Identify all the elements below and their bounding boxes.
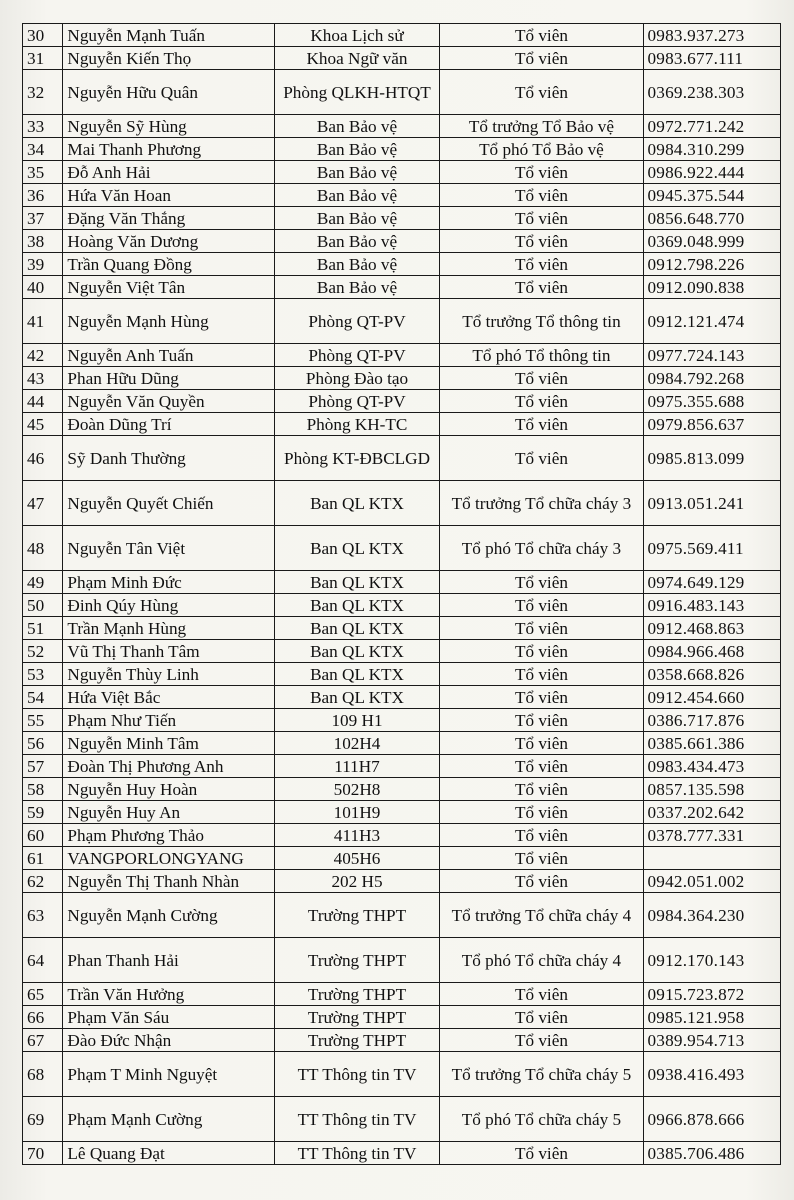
member-unit: Phòng QT-PV: [274, 299, 440, 344]
member-unit: TT Thông tin TV: [274, 1052, 440, 1097]
member-unit: Ban QL KTX: [274, 663, 440, 686]
table-row: [23, 299, 781, 344]
member-name: Đoàn Dũng Trí: [63, 413, 274, 436]
member-phone: 0916.483.143: [643, 594, 780, 617]
row-number: 66: [23, 1006, 63, 1029]
member-name: Phan Hữu Dũng: [63, 367, 274, 390]
member-name: Nguyễn Sỹ Hùng: [63, 115, 274, 138]
member-unit: 405H6: [274, 847, 440, 870]
table-row: [23, 778, 781, 801]
member-unit: Ban Bảo vệ: [274, 230, 440, 253]
table-row: [23, 115, 781, 138]
row-number: 53: [23, 663, 63, 686]
member-unit: Trường THPT: [274, 1029, 440, 1052]
member-unit: Ban QL KTX: [274, 526, 440, 571]
row-number: 68: [23, 1052, 63, 1097]
staff-roster-table: [22, 23, 781, 1165]
table-row: [23, 47, 781, 70]
member-role: Tổ viên: [440, 847, 643, 870]
member-unit: TT Thông tin TV: [274, 1142, 440, 1165]
member-phone: 0975.355.688: [643, 390, 780, 413]
row-number: 40: [23, 276, 63, 299]
member-unit: Ban QL KTX: [274, 571, 440, 594]
row-number: 67: [23, 1029, 63, 1052]
member-name: Nguyễn Tân Việt: [63, 526, 274, 571]
member-phone: 0938.416.493: [643, 1052, 780, 1097]
table-row: [23, 138, 781, 161]
member-phone: 0974.649.129: [643, 571, 780, 594]
member-name: Đặng Văn Thắng: [63, 207, 274, 230]
member-phone: 0912.468.863: [643, 617, 780, 640]
member-phone: 0986.922.444: [643, 161, 780, 184]
member-phone: 0337.202.642: [643, 801, 780, 824]
member-unit: Ban Bảo vệ: [274, 184, 440, 207]
member-name: Nguyễn Thị Thanh Nhàn: [63, 870, 274, 893]
row-number: 42: [23, 344, 63, 367]
member-phone: 0985.121.958: [643, 1006, 780, 1029]
member-name: Nguyễn Mạnh Cường: [63, 893, 274, 938]
member-phone: 0915.723.872: [643, 983, 780, 1006]
row-number: 45: [23, 413, 63, 436]
table-row: [23, 1052, 781, 1097]
member-phone: 0389.954.713: [643, 1029, 780, 1052]
member-role: Tổ viên: [440, 824, 643, 847]
member-role: Tổ viên: [440, 253, 643, 276]
table-row: [23, 663, 781, 686]
member-unit: 111H7: [274, 755, 440, 778]
member-unit: Phòng QLKH-HTQT: [274, 70, 440, 115]
member-phone: 0912.090.838: [643, 276, 780, 299]
member-name: Phạm Văn Sáu: [63, 1006, 274, 1029]
member-phone: 0983.937.273: [643, 24, 780, 47]
member-role: Tổ viên: [440, 184, 643, 207]
member-role: Tổ phó Tổ thông tin: [440, 344, 643, 367]
member-unit: 411H3: [274, 824, 440, 847]
member-phone: 0856.648.770: [643, 207, 780, 230]
row-number: 30: [23, 24, 63, 47]
member-name: Nguyễn Quyết Chiến: [63, 481, 274, 526]
member-unit: 502H8: [274, 778, 440, 801]
member-unit: TT Thông tin TV: [274, 1097, 440, 1142]
member-role: Tổ viên: [440, 686, 643, 709]
member-role: Tổ phó Tổ chữa cháy 5: [440, 1097, 643, 1142]
member-unit: Ban QL KTX: [274, 617, 440, 640]
member-unit: Trường THPT: [274, 983, 440, 1006]
member-role: Tổ trưởng Tổ thông tin: [440, 299, 643, 344]
member-name: Đoàn Thị Phương Anh: [63, 755, 274, 778]
member-role: Tổ viên: [440, 1142, 643, 1165]
member-role: Tổ viên: [440, 70, 643, 115]
member-unit: Khoa Ngữ văn: [274, 47, 440, 70]
member-phone: 0977.724.143: [643, 344, 780, 367]
member-name: Lê Quang Đạt: [63, 1142, 274, 1165]
table-row: [23, 938, 781, 983]
row-number: 32: [23, 70, 63, 115]
row-number: 52: [23, 640, 63, 663]
member-phone: 0912.170.143: [643, 938, 780, 983]
member-role: Tổ viên: [440, 367, 643, 390]
member-unit: 202 H5: [274, 870, 440, 893]
table-row: [23, 367, 781, 390]
row-number: 58: [23, 778, 63, 801]
row-number: 36: [23, 184, 63, 207]
member-name: Đỗ Anh Hải: [63, 161, 274, 184]
row-number: 59: [23, 801, 63, 824]
member-role: Tổ viên: [440, 755, 643, 778]
row-number: 41: [23, 299, 63, 344]
member-unit: Ban QL KTX: [274, 594, 440, 617]
member-name: Hứa Việt Bắc: [63, 686, 274, 709]
member-phone: 0979.856.637: [643, 413, 780, 436]
member-phone: [643, 847, 780, 870]
row-number: 46: [23, 436, 63, 481]
member-name: Nguyễn Văn Quyền: [63, 390, 274, 413]
table-row: [23, 70, 781, 115]
member-phone: 0912.798.226: [643, 253, 780, 276]
member-phone: 0912.121.474: [643, 299, 780, 344]
table-row: [23, 436, 781, 481]
member-role: Tổ viên: [440, 1029, 643, 1052]
member-unit: Ban Bảo vệ: [274, 253, 440, 276]
member-name: Phạm Minh Đức: [63, 571, 274, 594]
row-number: 69: [23, 1097, 63, 1142]
table-row: [23, 1006, 781, 1029]
member-role: Tổ viên: [440, 778, 643, 801]
table-row: [23, 390, 781, 413]
table-row: [23, 481, 781, 526]
member-role: Tổ viên: [440, 230, 643, 253]
member-role: Tổ trưởng Tổ chữa cháy 4: [440, 893, 643, 938]
row-number: 65: [23, 983, 63, 1006]
member-role: Tổ trưởng Tổ chữa cháy 5: [440, 1052, 643, 1097]
member-phone: 0984.364.230: [643, 893, 780, 938]
member-phone: 0378.777.331: [643, 824, 780, 847]
table-row: [23, 755, 781, 778]
table-row: [23, 1029, 781, 1052]
member-role: Tổ viên: [440, 870, 643, 893]
table-row: [23, 594, 781, 617]
table-row: [23, 732, 781, 755]
table-row: [23, 983, 781, 1006]
member-phone: 0358.668.826: [643, 663, 780, 686]
member-name: Nguyễn Huy An: [63, 801, 274, 824]
member-role: Tổ viên: [440, 801, 643, 824]
member-phone: 0985.813.099: [643, 436, 780, 481]
table-row: [23, 161, 781, 184]
member-name: Nguyễn Thùy Linh: [63, 663, 274, 686]
member-name: Phan Thanh Hải: [63, 938, 274, 983]
row-number: 49: [23, 571, 63, 594]
member-unit: Ban Bảo vệ: [274, 138, 440, 161]
roster-body: [23, 24, 781, 1165]
row-number: 63: [23, 893, 63, 938]
member-phone: 0942.051.002: [643, 870, 780, 893]
member-name: Nguyễn Anh Tuấn: [63, 344, 274, 367]
member-phone: 0369.238.303: [643, 70, 780, 115]
table-row: [23, 617, 781, 640]
member-name: Phạm Như Tiến: [63, 709, 274, 732]
member-name: Trần Mạnh Hùng: [63, 617, 274, 640]
member-unit: Phòng KH-TC: [274, 413, 440, 436]
member-phone: 0984.966.468: [643, 640, 780, 663]
member-unit: 102H4: [274, 732, 440, 755]
member-unit: Phòng QT-PV: [274, 390, 440, 413]
member-unit: Ban QL KTX: [274, 481, 440, 526]
member-unit: Ban QL KTX: [274, 640, 440, 663]
member-unit: Ban QL KTX: [274, 686, 440, 709]
member-role: Tổ phó Tổ chữa cháy 4: [440, 938, 643, 983]
row-number: 31: [23, 47, 63, 70]
member-role: Tổ phó Tổ chữa cháy 3: [440, 526, 643, 571]
member-role: Tổ viên: [440, 640, 643, 663]
member-unit: Trường THPT: [274, 893, 440, 938]
member-name: Nguyễn Huy Hoàn: [63, 778, 274, 801]
row-number: 64: [23, 938, 63, 983]
member-name: Đinh Qúy Hùng: [63, 594, 274, 617]
member-role: Tổ viên: [440, 983, 643, 1006]
member-unit: Phòng KT-ĐBCLGD: [274, 436, 440, 481]
table-row: [23, 870, 781, 893]
member-role: Tổ phó Tổ Bảo vệ: [440, 138, 643, 161]
table-row: [23, 709, 781, 732]
table-row: [23, 847, 781, 870]
member-name: Hứa Văn Hoan: [63, 184, 274, 207]
member-phone: 0857.135.598: [643, 778, 780, 801]
member-phone: 0975.569.411: [643, 526, 780, 571]
row-number: 44: [23, 390, 63, 413]
member-name: Nguyễn Kiến Thọ: [63, 47, 274, 70]
table-row: [23, 801, 781, 824]
table-row: [23, 1097, 781, 1142]
table-row: [23, 824, 781, 847]
member-name: VANGPORLONGYANG: [63, 847, 274, 870]
member-name: Đào Đức Nhận: [63, 1029, 274, 1052]
member-unit: Ban Bảo vệ: [274, 207, 440, 230]
row-number: 39: [23, 253, 63, 276]
table-row: [23, 184, 781, 207]
member-phone: 0972.771.242: [643, 115, 780, 138]
member-phone: 0983.434.473: [643, 755, 780, 778]
member-name: Phạm Mạnh Cường: [63, 1097, 274, 1142]
row-number: 35: [23, 161, 63, 184]
member-name: Nguyễn Việt Tân: [63, 276, 274, 299]
member-role: Tổ viên: [440, 617, 643, 640]
member-role: Tổ viên: [440, 436, 643, 481]
row-number: 56: [23, 732, 63, 755]
table-row: [23, 413, 781, 436]
row-number: 62: [23, 870, 63, 893]
member-phone: 0984.792.268: [643, 367, 780, 390]
member-unit: 101H9: [274, 801, 440, 824]
table-row: [23, 24, 781, 47]
member-unit: Trường THPT: [274, 938, 440, 983]
member-phone: 0385.706.486: [643, 1142, 780, 1165]
member-phone: 0984.310.299: [643, 138, 780, 161]
row-number: 70: [23, 1142, 63, 1165]
row-number: 34: [23, 138, 63, 161]
member-phone: 0966.878.666: [643, 1097, 780, 1142]
member-role: Tổ viên: [440, 207, 643, 230]
member-name: Phạm T Minh Nguyệt: [63, 1052, 274, 1097]
member-role: Tổ viên: [440, 413, 643, 436]
table-row: [23, 207, 781, 230]
member-name: Vũ Thị Thanh Tâm: [63, 640, 274, 663]
member-role: Tổ viên: [440, 390, 643, 413]
row-number: 47: [23, 481, 63, 526]
row-number: 55: [23, 709, 63, 732]
table-row: [23, 571, 781, 594]
member-name: Trần Văn Hưởng: [63, 983, 274, 1006]
row-number: 60: [23, 824, 63, 847]
member-phone: 0386.717.876: [643, 709, 780, 732]
member-name: Sỹ Danh Thường: [63, 436, 274, 481]
member-role: Tổ trưởng Tổ chữa cháy 3: [440, 481, 643, 526]
row-number: 61: [23, 847, 63, 870]
row-number: 43: [23, 367, 63, 390]
row-number: 48: [23, 526, 63, 571]
member-name: Nguyễn Mạnh Hùng: [63, 299, 274, 344]
member-name: Mai Thanh Phương: [63, 138, 274, 161]
member-role: Tổ viên: [440, 709, 643, 732]
member-unit: Ban Bảo vệ: [274, 115, 440, 138]
row-number: 37: [23, 207, 63, 230]
member-role: Tổ viên: [440, 47, 643, 70]
member-phone: 0912.454.660: [643, 686, 780, 709]
table-row: [23, 640, 781, 663]
row-number: 33: [23, 115, 63, 138]
table-row: [23, 1142, 781, 1165]
member-unit: Phòng QT-PV: [274, 344, 440, 367]
member-unit: Khoa Lịch sử: [274, 24, 440, 47]
member-role: Tổ viên: [440, 594, 643, 617]
member-name: Nguyễn Hữu Quân: [63, 70, 274, 115]
row-number: 54: [23, 686, 63, 709]
row-number: 51: [23, 617, 63, 640]
member-phone: 0983.677.111: [643, 47, 780, 70]
member-phone: 0369.048.999: [643, 230, 780, 253]
row-number: 50: [23, 594, 63, 617]
member-unit: Ban Bảo vệ: [274, 276, 440, 299]
member-role: Tổ viên: [440, 276, 643, 299]
table-row: [23, 276, 781, 299]
member-role: Tổ viên: [440, 1006, 643, 1029]
member-role: Tổ viên: [440, 663, 643, 686]
member-name: Nguyễn Mạnh Tuấn: [63, 24, 274, 47]
row-number: 38: [23, 230, 63, 253]
member-name: Hoàng Văn Dương: [63, 230, 274, 253]
member-unit: Ban Bảo vệ: [274, 161, 440, 184]
member-role: Tổ viên: [440, 24, 643, 47]
member-unit: Trường THPT: [274, 1006, 440, 1029]
table-row: [23, 893, 781, 938]
table-row: [23, 686, 781, 709]
member-name: Trần Quang Đồng: [63, 253, 274, 276]
member-role: Tổ trưởng Tổ Bảo vệ: [440, 115, 643, 138]
table-row: [23, 230, 781, 253]
member-role: Tổ viên: [440, 571, 643, 594]
member-phone: 0945.375.544: [643, 184, 780, 207]
member-name: Phạm Phương Thảo: [63, 824, 274, 847]
member-phone: 0913.051.241: [643, 481, 780, 526]
member-unit: Phòng Đào tạo: [274, 367, 440, 390]
member-role: Tổ viên: [440, 732, 643, 755]
table-row: [23, 344, 781, 367]
member-role: Tổ viên: [440, 161, 643, 184]
table-row: [23, 526, 781, 571]
member-phone: 0385.661.386: [643, 732, 780, 755]
member-unit: 109 H1: [274, 709, 440, 732]
row-number: 57: [23, 755, 63, 778]
member-name: Nguyễn Minh Tâm: [63, 732, 274, 755]
table-row: [23, 253, 781, 276]
